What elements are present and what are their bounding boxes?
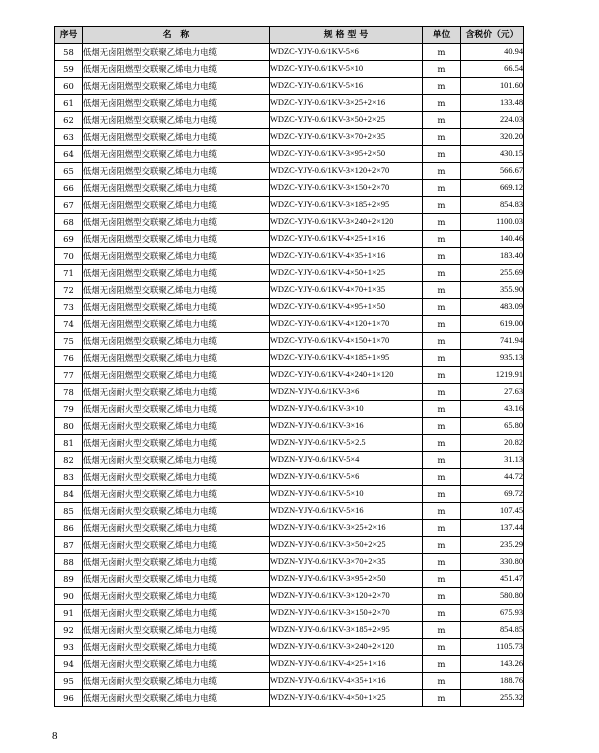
cable-name: 低烟无卤阻燃型交联聚乙烯电力电缆 bbox=[83, 316, 270, 333]
price: 140.46 bbox=[461, 231, 524, 248]
cable-spec: WDZC-YJY-0.6/1KV-3×150+2×70 bbox=[270, 180, 423, 197]
table-row bbox=[55, 282, 524, 299]
table-row bbox=[55, 146, 524, 163]
price: 255.69 bbox=[461, 265, 524, 282]
cable-name: 低烟无卤耐火型交联聚乙烯电力电缆 bbox=[83, 605, 270, 622]
unit: m bbox=[423, 520, 461, 537]
cable-name: 低烟无卤阻燃型交联聚乙烯电力电缆 bbox=[83, 44, 270, 61]
table-row bbox=[55, 248, 524, 265]
price: 31.13 bbox=[461, 452, 524, 469]
header-name: 名 称 bbox=[83, 27, 270, 44]
price: 66.54 bbox=[461, 61, 524, 78]
price: 20.82 bbox=[461, 435, 524, 452]
cable-spec: WDZC-YJY-0.6/1KV-4×35+1×16 bbox=[270, 248, 423, 265]
unit: m bbox=[423, 299, 461, 316]
unit: m bbox=[423, 129, 461, 146]
cable-spec: WDZN-YJY-0.6/1KV-4×25+1×16 bbox=[270, 656, 423, 673]
row-number: 76 bbox=[55, 350, 83, 367]
table-row bbox=[55, 673, 524, 690]
unit: m bbox=[423, 265, 461, 282]
row-number: 82 bbox=[55, 452, 83, 469]
cable-name: 低烟无卤耐火型交联聚乙烯电力电缆 bbox=[83, 554, 270, 571]
unit: m bbox=[423, 469, 461, 486]
cable-spec: WDZN-YJY-0.6/1KV-5×16 bbox=[270, 503, 423, 520]
cable-name: 低烟无卤阻燃型交联聚乙烯电力电缆 bbox=[83, 367, 270, 384]
cable-spec: WDZN-YJY-0.6/1KV-3×50+2×25 bbox=[270, 537, 423, 554]
table-row bbox=[55, 690, 524, 707]
table-row bbox=[55, 452, 524, 469]
cable-name: 低烟无卤阻燃型交联聚乙烯电力电缆 bbox=[83, 350, 270, 367]
row-number: 91 bbox=[55, 605, 83, 622]
table-row bbox=[55, 401, 524, 418]
table-header bbox=[55, 27, 524, 44]
cable-spec: WDZN-YJY-0.6/1KV-4×35+1×16 bbox=[270, 673, 423, 690]
price: 224.03 bbox=[461, 112, 524, 129]
header-unit: 单位 bbox=[423, 27, 461, 44]
unit: m bbox=[423, 452, 461, 469]
cable-spec: WDZN-YJY-0.6/1KV-3×70+2×35 bbox=[270, 554, 423, 571]
price: 107.45 bbox=[461, 503, 524, 520]
cable-spec: WDZN-YJY-0.6/1KV-4×50+1×25 bbox=[270, 690, 423, 707]
cable-spec: WDZC-YJY-0.6/1KV-4×95+1×50 bbox=[270, 299, 423, 316]
row-number: 95 bbox=[55, 673, 83, 690]
row-number: 94 bbox=[55, 656, 83, 673]
row-number: 83 bbox=[55, 469, 83, 486]
cable-spec: WDZC-YJY-0.6/1KV-3×70+2×35 bbox=[270, 129, 423, 146]
cable-spec: WDZN-YJY-0.6/1KV-3×25+2×16 bbox=[270, 520, 423, 537]
unit: m bbox=[423, 333, 461, 350]
cable-name: 低烟无卤耐火型交联聚乙烯电力电缆 bbox=[83, 384, 270, 401]
row-number: 80 bbox=[55, 418, 83, 435]
cable-spec: WDZC-YJY-0.6/1KV-4×70+1×35 bbox=[270, 282, 423, 299]
price: 1100.03 bbox=[461, 214, 524, 231]
table-row bbox=[55, 163, 524, 180]
unit: m bbox=[423, 197, 461, 214]
price: 44.72 bbox=[461, 469, 524, 486]
price: 566.67 bbox=[461, 163, 524, 180]
unit: m bbox=[423, 350, 461, 367]
unit: m bbox=[423, 384, 461, 401]
price: 183.40 bbox=[461, 248, 524, 265]
row-number: 89 bbox=[55, 571, 83, 588]
price: 137.44 bbox=[461, 520, 524, 537]
unit: m bbox=[423, 588, 461, 605]
cable-name: 低烟无卤耐火型交联聚乙烯电力电缆 bbox=[83, 639, 270, 656]
price: 101.60 bbox=[461, 78, 524, 95]
unit: m bbox=[423, 554, 461, 571]
row-number: 74 bbox=[55, 316, 83, 333]
cable-spec: WDZC-YJY-0.6/1KV-3×50+2×25 bbox=[270, 112, 423, 129]
row-number: 71 bbox=[55, 265, 83, 282]
row-number: 87 bbox=[55, 537, 83, 554]
unit: m bbox=[423, 690, 461, 707]
price: 69.72 bbox=[461, 486, 524, 503]
price: 355.90 bbox=[461, 282, 524, 299]
cable-name: 低烟无卤耐火型交联聚乙烯电力电缆 bbox=[83, 690, 270, 707]
row-number: 69 bbox=[55, 231, 83, 248]
price: 27.63 bbox=[461, 384, 524, 401]
cable-name: 低烟无卤耐火型交联聚乙烯电力电缆 bbox=[83, 537, 270, 554]
cable-spec: WDZN-YJY-0.6/1KV-5×6 bbox=[270, 469, 423, 486]
unit: m bbox=[423, 316, 461, 333]
cable-spec: WDZC-YJY-0.6/1KV-3×120+2×70 bbox=[270, 163, 423, 180]
cable-name: 低烟无卤耐火型交联聚乙烯电力电缆 bbox=[83, 656, 270, 673]
row-number: 92 bbox=[55, 622, 83, 639]
cable-name: 低烟无卤阻燃型交联聚乙烯电力电缆 bbox=[83, 146, 270, 163]
cable-name: 低烟无卤耐火型交联聚乙烯电力电缆 bbox=[83, 503, 270, 520]
cable-name: 低烟无卤耐火型交联聚乙烯电力电缆 bbox=[83, 452, 270, 469]
price: 1219.91 bbox=[461, 367, 524, 384]
cable-name: 低烟无卤耐火型交联聚乙烯电力电缆 bbox=[83, 418, 270, 435]
unit: m bbox=[423, 231, 461, 248]
price: 854.83 bbox=[461, 197, 524, 214]
unit: m bbox=[423, 95, 461, 112]
price: 255.32 bbox=[461, 690, 524, 707]
cable-name: 低烟无卤阻燃型交联聚乙烯电力电缆 bbox=[83, 333, 270, 350]
price: 741.94 bbox=[461, 333, 524, 350]
price: 619.00 bbox=[461, 316, 524, 333]
cable-name: 低烟无卤阻燃型交联聚乙烯电力电缆 bbox=[83, 282, 270, 299]
cable-name: 低烟无卤阻燃型交联聚乙烯电力电缆 bbox=[83, 265, 270, 282]
price: 430.15 bbox=[461, 146, 524, 163]
price: 133.48 bbox=[461, 95, 524, 112]
table-row bbox=[55, 639, 524, 656]
page-number: 8 bbox=[52, 730, 58, 742]
row-number: 65 bbox=[55, 163, 83, 180]
table-row bbox=[55, 231, 524, 248]
unit: m bbox=[423, 78, 461, 95]
cable-spec: WDZC-YJY-0.6/1KV-4×150+1×70 bbox=[270, 333, 423, 350]
row-number: 73 bbox=[55, 299, 83, 316]
table-row bbox=[55, 78, 524, 95]
price: 580.80 bbox=[461, 588, 524, 605]
cable-name: 低烟无卤阻燃型交联聚乙烯电力电缆 bbox=[83, 180, 270, 197]
row-number: 59 bbox=[55, 61, 83, 78]
price: 143.26 bbox=[461, 656, 524, 673]
cable-spec: WDZC-YJY-0.6/1KV-3×185+2×95 bbox=[270, 197, 423, 214]
table-row bbox=[55, 316, 524, 333]
row-number: 63 bbox=[55, 129, 83, 146]
row-number: 79 bbox=[55, 401, 83, 418]
row-number: 90 bbox=[55, 588, 83, 605]
cable-spec: WDZC-YJY-0.6/1KV-4×185+1×95 bbox=[270, 350, 423, 367]
price: 43.16 bbox=[461, 401, 524, 418]
table-row bbox=[55, 520, 524, 537]
cable-name: 低烟无卤阻燃型交联聚乙烯电力电缆 bbox=[83, 112, 270, 129]
table-row bbox=[55, 554, 524, 571]
table-row bbox=[55, 588, 524, 605]
cable-name: 低烟无卤阻燃型交联聚乙烯电力电缆 bbox=[83, 129, 270, 146]
unit: m bbox=[423, 503, 461, 520]
price: 188.76 bbox=[461, 673, 524, 690]
cable-spec: WDZC-YJY-0.6/1KV-4×50+1×25 bbox=[270, 265, 423, 282]
unit: m bbox=[423, 282, 461, 299]
cable-spec: WDZC-YJY-0.6/1KV-3×25+2×16 bbox=[270, 95, 423, 112]
cable-name: 低烟无卤阻燃型交联聚乙烯电力电缆 bbox=[83, 95, 270, 112]
price: 935.13 bbox=[461, 350, 524, 367]
unit: m bbox=[423, 214, 461, 231]
row-number: 61 bbox=[55, 95, 83, 112]
row-number: 85 bbox=[55, 503, 83, 520]
table-row bbox=[55, 503, 524, 520]
table-row bbox=[55, 537, 524, 554]
cable-spec: WDZN-YJY-0.6/1KV-3×6 bbox=[270, 384, 423, 401]
table-row bbox=[55, 486, 524, 503]
price: 854.85 bbox=[461, 622, 524, 639]
cable-name: 低烟无卤阻燃型交联聚乙烯电力电缆 bbox=[83, 61, 270, 78]
table-row bbox=[55, 61, 524, 78]
price: 1105.73 bbox=[461, 639, 524, 656]
row-number: 78 bbox=[55, 384, 83, 401]
cable-name: 低烟无卤耐火型交联聚乙烯电力电缆 bbox=[83, 520, 270, 537]
cable-spec: WDZC-YJY-0.6/1KV-4×120+1×70 bbox=[270, 316, 423, 333]
row-number: 58 bbox=[55, 44, 83, 61]
cable-spec: WDZC-YJY-0.6/1KV-4×25+1×16 bbox=[270, 231, 423, 248]
unit: m bbox=[423, 622, 461, 639]
cable-name: 低烟无卤耐火型交联聚乙烯电力电缆 bbox=[83, 588, 270, 605]
cable-spec: WDZN-YJY-0.6/1KV-3×10 bbox=[270, 401, 423, 418]
cable-name: 低烟无卤耐火型交联聚乙烯电力电缆 bbox=[83, 486, 270, 503]
cable-spec: WDZN-YJY-0.6/1KV-3×120+2×70 bbox=[270, 588, 423, 605]
price: 451.47 bbox=[461, 571, 524, 588]
cable-spec: WDZN-YJY-0.6/1KV-5×4 bbox=[270, 452, 423, 469]
cable-spec: WDZN-YJY-0.6/1KV-5×2.5 bbox=[270, 435, 423, 452]
unit: m bbox=[423, 44, 461, 61]
header-no: 序号 bbox=[55, 27, 83, 44]
price: 330.80 bbox=[461, 554, 524, 571]
unit: m bbox=[423, 418, 461, 435]
price: 320.20 bbox=[461, 129, 524, 146]
row-number: 70 bbox=[55, 248, 83, 265]
price: 65.80 bbox=[461, 418, 524, 435]
unit: m bbox=[423, 61, 461, 78]
cable-spec: WDZN-YJY-0.6/1KV-5×10 bbox=[270, 486, 423, 503]
unit: m bbox=[423, 673, 461, 690]
table-row bbox=[55, 656, 524, 673]
unit: m bbox=[423, 401, 461, 418]
table-row bbox=[55, 435, 524, 452]
table-row bbox=[55, 571, 524, 588]
row-number: 64 bbox=[55, 146, 83, 163]
header-spec: 规 格 型 号 bbox=[270, 27, 423, 44]
unit: m bbox=[423, 112, 461, 129]
cable-name: 低烟无卤耐火型交联聚乙烯电力电缆 bbox=[83, 673, 270, 690]
table-row bbox=[55, 469, 524, 486]
unit: m bbox=[423, 367, 461, 384]
cable-name: 低烟无卤阻燃型交联聚乙烯电力电缆 bbox=[83, 78, 270, 95]
cable-spec: WDZC-YJY-0.6/1KV-5×10 bbox=[270, 61, 423, 78]
cable-name: 低烟无卤阻燃型交联聚乙烯电力电缆 bbox=[83, 231, 270, 248]
row-number: 75 bbox=[55, 333, 83, 350]
unit: m bbox=[423, 656, 461, 673]
row-number: 68 bbox=[55, 214, 83, 231]
table-row bbox=[55, 418, 524, 435]
header-row bbox=[55, 27, 524, 44]
row-number: 66 bbox=[55, 180, 83, 197]
unit: m bbox=[423, 180, 461, 197]
row-number: 93 bbox=[55, 639, 83, 656]
price: 483.09 bbox=[461, 299, 524, 316]
row-number: 67 bbox=[55, 197, 83, 214]
row-number: 84 bbox=[55, 486, 83, 503]
unit: m bbox=[423, 163, 461, 180]
cable-spec: WDZN-YJY-0.6/1KV-3×16 bbox=[270, 418, 423, 435]
unit: m bbox=[423, 605, 461, 622]
table-row bbox=[55, 299, 524, 316]
unit: m bbox=[423, 435, 461, 452]
cable-spec: WDZC-YJY-0.6/1KV-4×240+1×120 bbox=[270, 367, 423, 384]
price: 669.12 bbox=[461, 180, 524, 197]
price: 40.94 bbox=[461, 44, 524, 61]
unit: m bbox=[423, 146, 461, 163]
row-number: 88 bbox=[55, 554, 83, 571]
row-number: 81 bbox=[55, 435, 83, 452]
row-number: 86 bbox=[55, 520, 83, 537]
row-number: 62 bbox=[55, 112, 83, 129]
cable-name: 低烟无卤耐火型交联聚乙烯电力电缆 bbox=[83, 571, 270, 588]
table-row bbox=[55, 44, 524, 61]
table-row bbox=[55, 333, 524, 350]
table-row bbox=[55, 622, 524, 639]
cable-spec: WDZC-YJY-0.6/1KV-5×16 bbox=[270, 78, 423, 95]
cable-name: 低烟无卤耐火型交联聚乙烯电力电缆 bbox=[83, 622, 270, 639]
table-row bbox=[55, 180, 524, 197]
unit: m bbox=[423, 486, 461, 503]
table-row bbox=[55, 197, 524, 214]
table-row bbox=[55, 214, 524, 231]
unit: m bbox=[423, 639, 461, 656]
cable-name: 低烟无卤耐火型交联聚乙烯电力电缆 bbox=[83, 401, 270, 418]
table-row bbox=[55, 112, 524, 129]
cable-name: 低烟无卤耐火型交联聚乙烯电力电缆 bbox=[83, 435, 270, 452]
cable-spec: WDZC-YJY-0.6/1KV-5×6 bbox=[270, 44, 423, 61]
table-body bbox=[55, 44, 524, 707]
cable-spec: WDZC-YJY-0.6/1KV-3×95+2×50 bbox=[270, 146, 423, 163]
cable-name: 低烟无卤阻燃型交联聚乙烯电力电缆 bbox=[83, 214, 270, 231]
table-row bbox=[55, 265, 524, 282]
price-table bbox=[54, 26, 524, 707]
cable-name: 低烟无卤阻燃型交联聚乙烯电力电缆 bbox=[83, 248, 270, 265]
price: 235.29 bbox=[461, 537, 524, 554]
table-row bbox=[55, 367, 524, 384]
cable-spec: WDZN-YJY-0.6/1KV-3×185+2×95 bbox=[270, 622, 423, 639]
table-row bbox=[55, 384, 524, 401]
cable-name: 低烟无卤阻燃型交联聚乙烯电力电缆 bbox=[83, 163, 270, 180]
cable-spec: WDZN-YJY-0.6/1KV-3×240+2×120 bbox=[270, 639, 423, 656]
cable-spec: WDZC-YJY-0.6/1KV-3×240+2×120 bbox=[270, 214, 423, 231]
row-number: 60 bbox=[55, 78, 83, 95]
row-number: 72 bbox=[55, 282, 83, 299]
row-number: 77 bbox=[55, 367, 83, 384]
unit: m bbox=[423, 537, 461, 554]
cable-name: 低烟无卤耐火型交联聚乙烯电力电缆 bbox=[83, 469, 270, 486]
header-price: 含税价（元） bbox=[461, 27, 524, 44]
cable-name: 低烟无卤阻燃型交联聚乙烯电力电缆 bbox=[83, 197, 270, 214]
table-row bbox=[55, 95, 524, 112]
table-row bbox=[55, 350, 524, 367]
unit: m bbox=[423, 571, 461, 588]
unit: m bbox=[423, 248, 461, 265]
cable-spec: WDZN-YJY-0.6/1KV-3×95+2×50 bbox=[270, 571, 423, 588]
row-number: 96 bbox=[55, 690, 83, 707]
cable-name: 低烟无卤阻燃型交联聚乙烯电力电缆 bbox=[83, 299, 270, 316]
table-row bbox=[55, 129, 524, 146]
price: 675.93 bbox=[461, 605, 524, 622]
cable-spec: WDZN-YJY-0.6/1KV-3×150+2×70 bbox=[270, 605, 423, 622]
table-row bbox=[55, 605, 524, 622]
